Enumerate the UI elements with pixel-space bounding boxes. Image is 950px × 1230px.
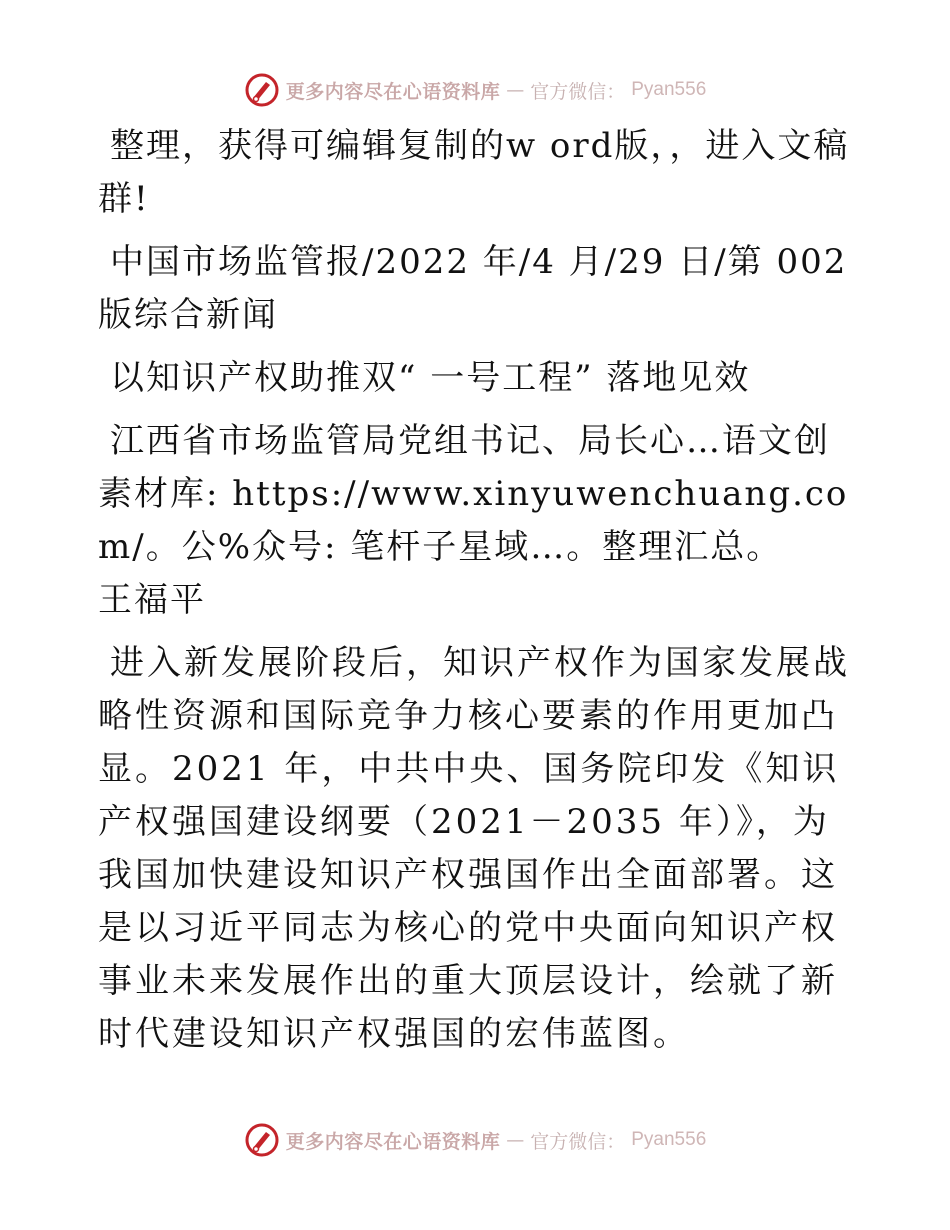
intro-note: 整理，获得可编辑复制的w ord版，，进入文稿群! — [98, 126, 850, 219]
body-paragraph: 进入新发展阶段后，知识产权作为国家发展战略性资源和国际竞争力核心要素的作用更加凸显。2021 年，中共中央、国务院印发《知识产权强国建设纲要（2021－2035 年）》，为我国加快建设知识产权强国作出全面部署。这是以习近平同志为核心的党中央面向知识产权事业未来发展作出的重大顶层设计，绘就了新时代建设知识产权强国的宏伟蓝图。 — [98, 643, 850, 1054]
watermark-label: 官方微信： — [530, 1130, 626, 1153]
watermark-separator: — — [506, 1129, 525, 1151]
source-line: 中国市场监管报/2022 年/4 月/29 日/第 002 版综合新闻 — [98, 242, 861, 335]
header-watermark — [0, 70, 950, 110]
brand-logo-icon — [244, 72, 280, 108]
watermark-id: Pyan556 — [631, 79, 707, 100]
footer-watermark — [0, 1120, 950, 1160]
article-title: 以知识产权助推双“ 一号工程” 落地见效 — [110, 358, 751, 398]
author-line: 江西省市场监管局党组书记、局长心…语文创素材库: https://www.xinyuwenchuang.com/。公%众号: 笔杆子星域…。整理汇总。 王福平 — [98, 421, 849, 620]
document-body — [98, 120, 861, 1071]
brand-logo-icon — [244, 1122, 280, 1158]
watermark-separator: — — [506, 79, 525, 101]
watermark-id: Pyan556 — [631, 1129, 707, 1150]
watermark-text: 更多内容尽在心语资料库 — [285, 1130, 501, 1153]
watermark-text: 更多内容尽在心语资料库 — [285, 80, 501, 103]
watermark-label: 官方微信： — [530, 80, 626, 103]
